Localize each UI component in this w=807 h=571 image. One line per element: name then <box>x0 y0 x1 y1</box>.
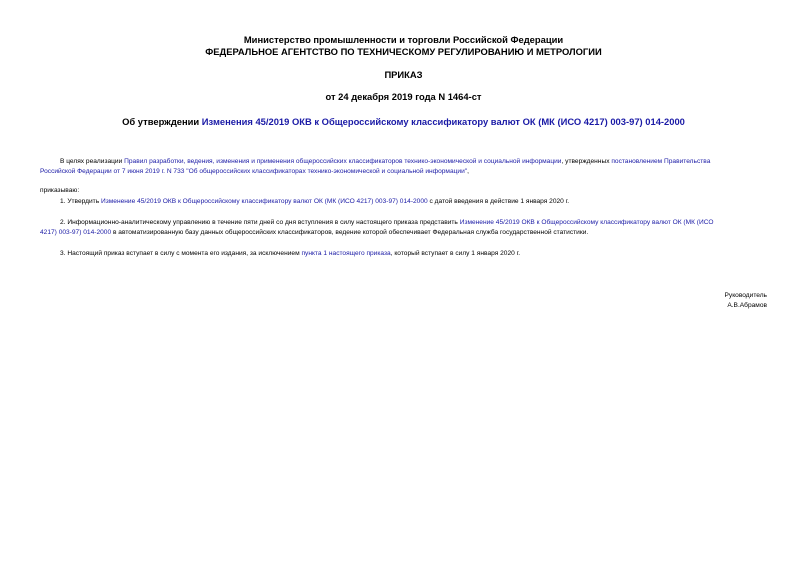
government-link[interactable]: Правительства <box>662 158 711 165</box>
item-2-start: 2. Информационно-аналитическому управлению в течение пяти дней со дня вступления в силу настоящего приказа представить <box>60 219 460 226</box>
order-title-link[interactable]: Изменения 45/2019 ОКВ к Общероссийскому классификатору валют ОК (МК (ИСО 4217) 003-97) 014-2000 <box>201 116 685 127</box>
item-1 <box>60 197 569 207</box>
rules-link[interactable]: Правил разработки, ведения, изменения и применения общероссийских классификаторов технико-экономической и социальной информации <box>124 158 562 165</box>
preamble-mid: , утвержденных <box>561 158 612 165</box>
order-title-prefix: Об утверждении <box>122 116 202 127</box>
agency-name: ФЕДЕРАЛЬНОЕ АГЕНТСТВО ПО ТЕХНИЧЕСКОМУ РЕГУЛИРОВАНИЮ И МЕТРОЛОГИИ <box>205 46 602 57</box>
item-3 <box>60 249 520 259</box>
item-1-link[interactable]: Изменение 45/2019 ОКВ к Общероссийскому классификатору валют ОК (МК (ИСО 4217) 003-97) 014-2000 <box>100 198 428 205</box>
order-title <box>0 116 807 128</box>
preamble-line-1 <box>60 157 710 167</box>
item-1-start: 1. Утвердить <box>60 198 101 205</box>
item-2-line-1 <box>60 218 713 228</box>
preamble-line-2 <box>40 167 469 177</box>
item-2-link-b[interactable]: 4217) 003-97) 014-2000 <box>40 229 112 236</box>
item-2-line-2 <box>40 228 588 238</box>
order-verb: приказываю: <box>40 187 80 194</box>
signature-name: А.В.Абрамов <box>727 302 767 309</box>
order-date: от 24 декабря 2019 года N 1464-ст <box>325 91 482 102</box>
item-2-end: в автоматизированную базу данных общероссийских классификаторов, ведение которой обеспечивает Федеральная служба государственной статистики. <box>111 229 589 236</box>
resolution-link[interactable]: постановлением <box>611 158 663 165</box>
government-resolution-link[interactable]: Российской Федерации от 7 июня 2019 г. N 733 "Об общероссийских классификаторах технико-экономической и социальной информации" <box>40 168 468 175</box>
order-heading: ПРИКАЗ <box>384 69 423 80</box>
signature-position: Руководитель <box>724 292 767 299</box>
item-3-end: , который вступает в силу 1 января 2020 г. <box>390 250 521 257</box>
item-1-end: с датой введения в действие 1 января 2020 г. <box>427 198 570 205</box>
preamble-start: В целях реализации <box>60 158 125 165</box>
preamble-end: , <box>467 168 469 175</box>
item-3-link[interactable]: пункта 1 настоящего приказа <box>301 250 391 257</box>
ministry-name: Министерство промышленности и торговли Российской Федерации <box>243 34 564 45</box>
item-2-link-a[interactable]: Изменение 45/2019 ОКВ к Общероссийскому классификатору валют ОК (МК (ИСО <box>459 219 714 226</box>
item-3-start: 3. Настоящий приказ вступает в силу с момента его издания, за исключением <box>60 250 302 257</box>
